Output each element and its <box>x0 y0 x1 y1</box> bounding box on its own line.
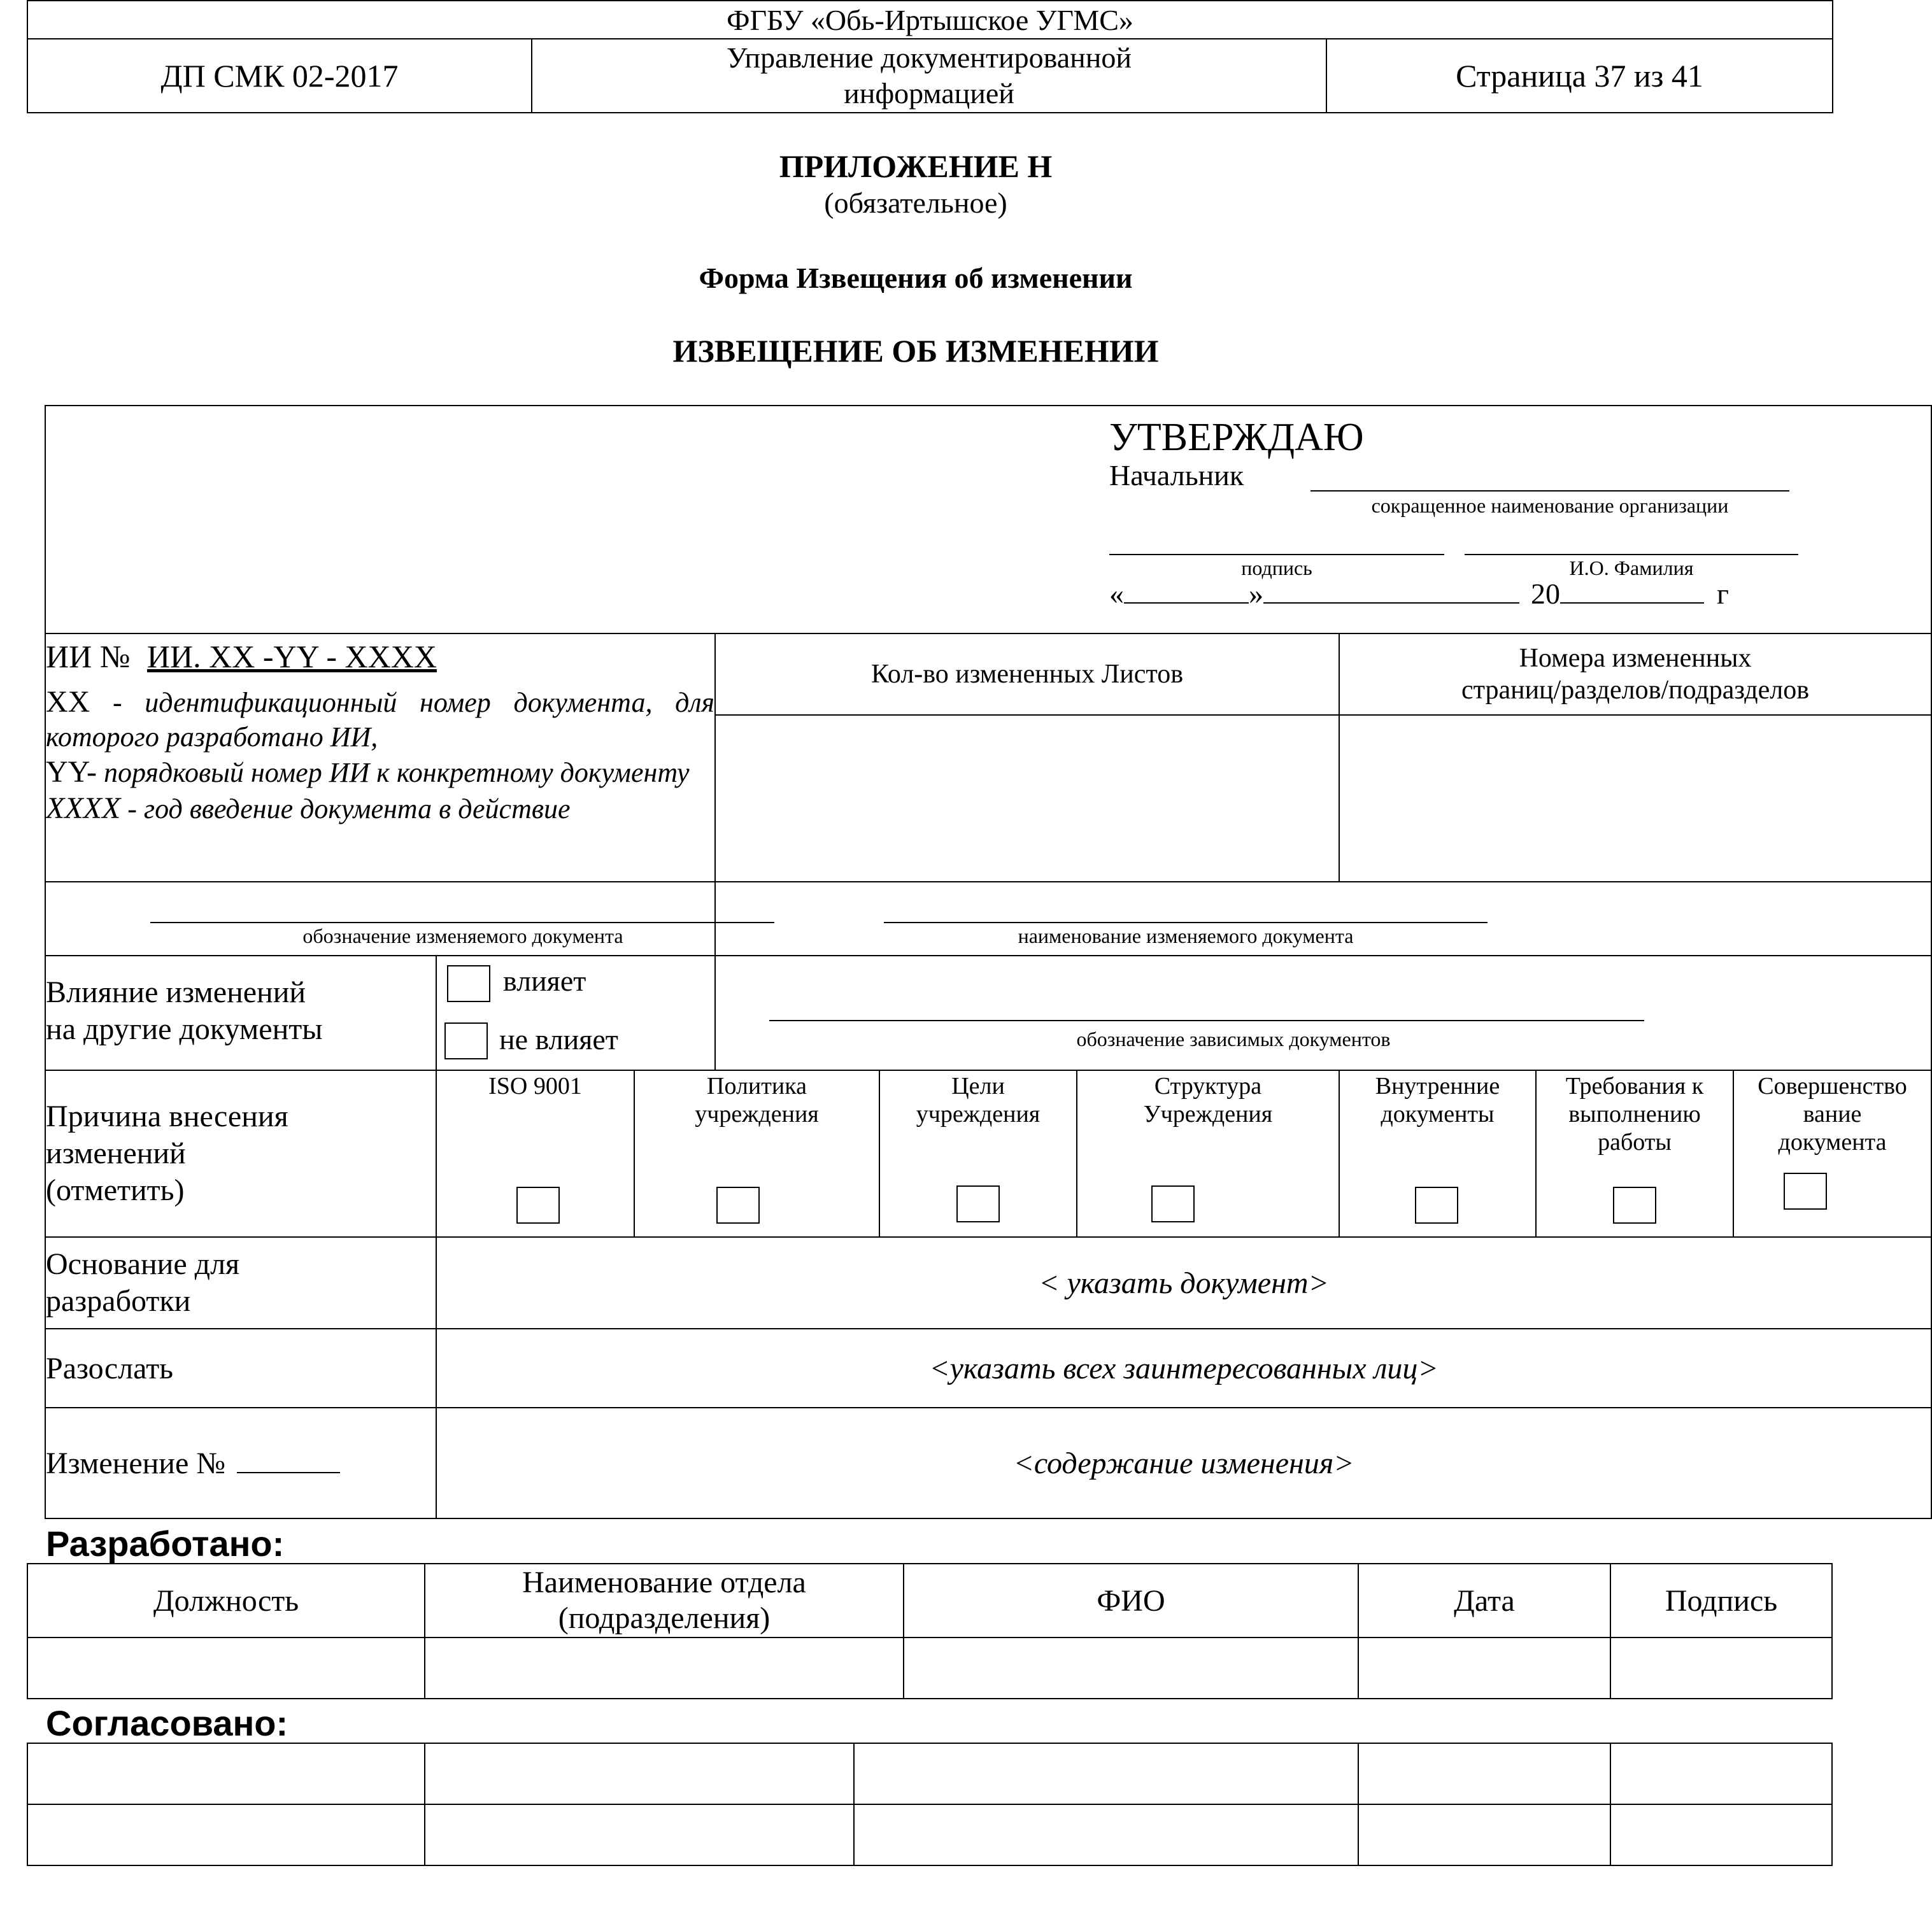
header-section-line1: Управление документированной <box>727 41 1132 74</box>
doc-name-cell[interactable] <box>715 882 1931 956</box>
agreed-cell[interactable] <box>1358 1743 1610 1804</box>
developed-signature-cell[interactable] <box>1610 1638 1832 1699</box>
sign-caption: подпись <box>1241 556 1312 579</box>
form-name: Форма Извещения об изменении <box>699 262 1133 294</box>
col-department-line2: (подразделения) <box>558 1601 771 1635</box>
reason-option-document-improvement <box>1733 1070 1931 1237</box>
affects-label: влияет <box>503 965 586 997</box>
agreed-cell[interactable] <box>27 1804 425 1865</box>
appendix-title: ПРИЛОЖЕНИЕ Н <box>779 148 1053 184</box>
dependent-docs-caption: обозначение зависимых документов <box>1076 1028 1391 1050</box>
legend-xx-dash: - <box>90 687 145 718</box>
notice-label: ИИ № <box>46 639 131 674</box>
reason-option-line: документа <box>1778 1129 1887 1156</box>
reason-option-line: Требования к <box>1565 1073 1704 1100</box>
legend-xxxx-code: XXXX <box>46 791 121 825</box>
agreed-cell[interactable] <box>425 1804 854 1865</box>
impact-label <box>45 956 436 1070</box>
doc-name-line[interactable] <box>884 922 1488 923</box>
reason-option-line: вание <box>1803 1101 1862 1128</box>
reason-option-line: ISO 9001 <box>488 1073 582 1100</box>
appendix-subtitle: (обязательное) <box>824 187 1007 219</box>
reason-label-line1: Причина внесения <box>46 1100 288 1133</box>
reason-checkbox-iso9001[interactable] <box>516 1187 560 1224</box>
header-doc-code: ДП СМК 02-2017 <box>27 39 532 113</box>
legend-xx-code: XX <box>46 685 90 719</box>
pages-value[interactable] <box>1339 715 1931 882</box>
reason-option-line: Совершенство <box>1758 1073 1907 1100</box>
agreed-cell[interactable] <box>425 1743 854 1804</box>
legend-yy-desc: порядковый номер ИИ к конкретному документу <box>97 757 690 788</box>
pages-header-line1: Номера измененных <box>1519 644 1752 673</box>
doc-designation-cell[interactable] <box>45 882 715 956</box>
distribute-label: Разослать <box>45 1329 436 1408</box>
change-number-field[interactable] <box>237 1472 340 1473</box>
name-line[interactable] <box>1465 554 1798 555</box>
col-department-line1: Наименование отдела <box>522 1566 806 1599</box>
dependent-docs-cell[interactable] <box>715 956 1931 1070</box>
col-department <box>425 1564 904 1638</box>
developed-fullname-cell[interactable] <box>904 1638 1358 1699</box>
signature-line[interactable] <box>1109 554 1444 555</box>
reason-option-line: Структура <box>1154 1073 1262 1100</box>
notice-number: ИИ. XX -YY - XXXX <box>146 639 437 674</box>
basis-label-line2: разработки <box>46 1284 191 1318</box>
doc-designation-line[interactable] <box>150 922 774 923</box>
notice-legend-xx <box>46 685 714 754</box>
developed-department-cell[interactable] <box>425 1638 904 1699</box>
notice-legend-yy <box>46 754 714 791</box>
col-fullname: ФИО <box>904 1564 1358 1638</box>
reason-option-policy <box>634 1070 879 1237</box>
reason-option-label <box>880 1071 1076 1128</box>
reason-checkbox-structure[interactable] <box>1151 1185 1195 1222</box>
agreed-table <box>27 1743 1833 1866</box>
reason-option-line: учреждения <box>916 1101 1041 1128</box>
approval-cell <box>45 406 1931 633</box>
basis-value[interactable]: < указать документ> <box>436 1237 1931 1329</box>
reason-option-work-requirements <box>1536 1070 1733 1237</box>
reason-option-line: Учреждения <box>1143 1101 1273 1128</box>
basis-label-line1: Основание для <box>46 1247 240 1281</box>
reason-option-goals <box>879 1070 1077 1237</box>
notice-form-table <box>45 405 1932 1519</box>
reason-checkbox-policy[interactable] <box>716 1187 760 1224</box>
reason-option-line: Цели <box>951 1073 1005 1100</box>
reason-option-internal-docs <box>1339 1070 1536 1237</box>
reason-option-structure <box>1077 1070 1339 1237</box>
legend-yy-code: YY- <box>46 755 97 789</box>
notice-legend-xxxx <box>46 791 714 827</box>
reason-option-label <box>437 1071 634 1100</box>
reason-option-line: Внутренние <box>1375 1073 1500 1100</box>
date-close-quote: » <box>1249 577 1263 610</box>
sheets-count-header: Кол-во измененных Листов <box>715 633 1339 715</box>
basis-label <box>45 1237 436 1329</box>
change-label-cell <box>45 1408 436 1518</box>
agreed-cell[interactable] <box>27 1743 425 1804</box>
header-table <box>27 0 1833 113</box>
reason-checkbox-internal-docs[interactable] <box>1415 1187 1458 1224</box>
org-line[interactable] <box>1310 490 1789 492</box>
agreed-cell[interactable] <box>1358 1804 1610 1865</box>
impact-options-cell <box>436 956 715 1070</box>
doc-name-caption: наименование изменяемого документа <box>1018 924 1354 947</box>
approve-title: УТВЕРЖДАЮ <box>1109 416 1364 459</box>
agreed-cell[interactable] <box>1610 1804 1832 1865</box>
name-caption: И.О. Фамилия <box>1569 556 1694 579</box>
developed-title: Разработано: <box>46 1524 285 1564</box>
notice-number-line <box>46 634 714 675</box>
reason-label-line2: изменений <box>46 1136 186 1170</box>
header-page-info: Страница 37 из 41 <box>1326 39 1833 113</box>
affects-checkbox[interactable] <box>447 965 490 1002</box>
developed-date-cell[interactable] <box>1358 1638 1610 1699</box>
agreed-cell[interactable] <box>854 1743 1358 1804</box>
reason-option-line: учреждения <box>695 1101 819 1128</box>
date-open-quote: « <box>1109 577 1124 610</box>
header-section <box>532 39 1326 113</box>
pages-header-line2: страниц/разделов/подразделов <box>1461 676 1810 705</box>
reason-label-line3: (отметить) <box>46 1173 185 1207</box>
col-position: Должность <box>27 1564 425 1638</box>
notice-title: ИЗВЕЩЕНИЕ ОБ ИЗМЕНЕНИИ <box>672 333 1159 369</box>
developed-position-cell[interactable] <box>27 1638 425 1699</box>
reason-checkbox-goals[interactable] <box>956 1185 1000 1222</box>
legend-xxxx-desc: - год введение документа в действие <box>120 793 571 824</box>
not-affects-checkbox[interactable] <box>444 1022 488 1059</box>
reason-option-label <box>1340 1071 1535 1128</box>
month-field[interactable] <box>1263 602 1519 604</box>
approve-date <box>1109 577 1729 611</box>
sheets-count-value[interactable] <box>715 715 1339 882</box>
year-prefix: 20 <box>1531 577 1560 610</box>
reason-option-line: выполнению <box>1568 1101 1701 1128</box>
agreed-title: Согласовано: <box>46 1703 288 1743</box>
agreed-cell[interactable] <box>1610 1743 1832 1804</box>
dependent-docs-line[interactable] <box>769 1020 1644 1021</box>
header-org: ФГБУ «Обь-Иртышское УГМС» <box>27 1 1833 39</box>
reason-option-label <box>635 1071 879 1128</box>
year-field[interactable] <box>1560 602 1704 604</box>
day-field[interactable] <box>1124 602 1249 604</box>
header-section-line2: информацией <box>844 77 1014 110</box>
reason-option-iso9001 <box>436 1070 634 1237</box>
reason-option-label <box>1734 1071 1931 1156</box>
year-suffix: г <box>1717 577 1729 610</box>
reason-option-line: Политика <box>707 1073 807 1100</box>
reason-option-label <box>1537 1071 1733 1156</box>
reason-label <box>45 1070 436 1237</box>
change-value[interactable]: <содержание изменения> <box>436 1408 1931 1518</box>
reason-checkbox-work-requirements[interactable] <box>1613 1187 1656 1224</box>
agreed-cell[interactable] <box>854 1804 1358 1865</box>
reason-option-line: документы <box>1381 1101 1495 1128</box>
change-label: Изменение № <box>46 1446 226 1480</box>
col-signature: Подпись <box>1610 1564 1832 1638</box>
reason-option-label <box>1077 1071 1339 1128</box>
doc-designation-caption: обозначение изменяемого документа <box>302 924 623 947</box>
distribute-value[interactable]: <указать всех заинтересованных лиц> <box>436 1329 1931 1408</box>
reason-option-line: работы <box>1598 1129 1672 1156</box>
pages-header <box>1339 633 1931 715</box>
org-caption: сокращенное наименование организации <box>1371 494 1729 517</box>
impact-label-line2: на другие документы <box>46 1012 323 1046</box>
not-affects-label: не влияет <box>499 1023 618 1056</box>
reason-checkbox-document-improvement[interactable] <box>1784 1173 1827 1210</box>
approve-head-label: Начальник <box>1109 459 1244 492</box>
legend-xx-desc: идентификационный номер документа, для которого разработано ИИ, <box>46 687 715 753</box>
impact-label-line1: Влияние изменений <box>46 975 306 1009</box>
developed-table <box>27 1563 1833 1699</box>
col-date: Дата <box>1358 1564 1610 1638</box>
notice-info-cell <box>45 633 715 882</box>
